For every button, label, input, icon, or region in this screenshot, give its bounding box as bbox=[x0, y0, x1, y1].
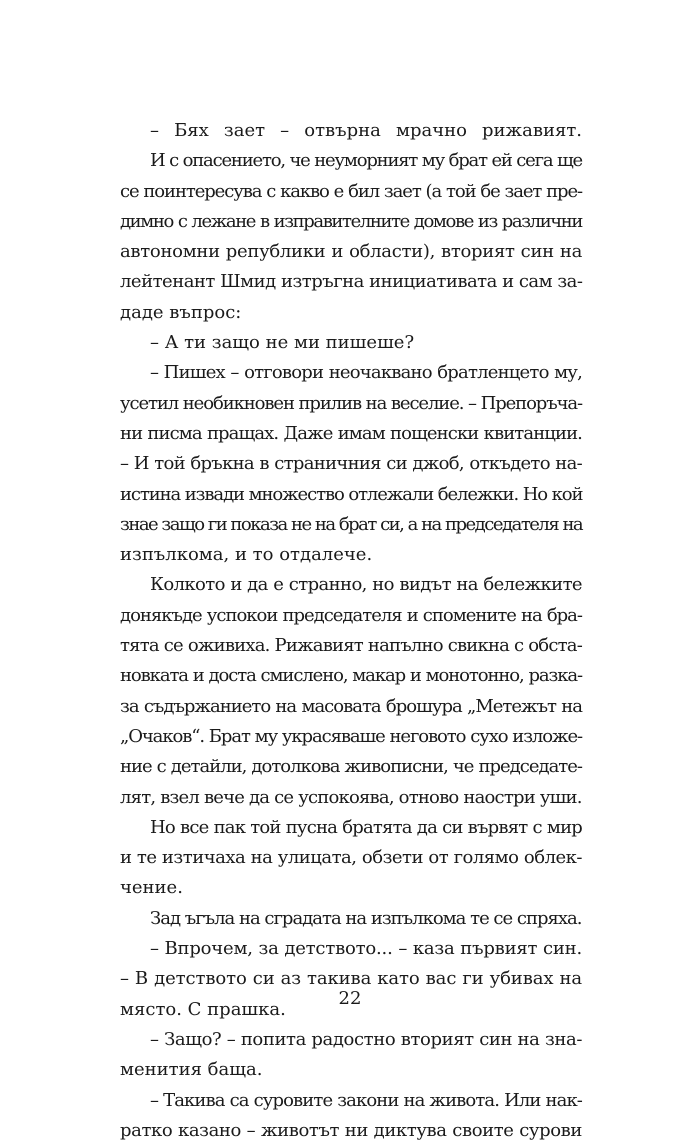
text-line: – Пишех – отговори неочаквано братленцето му, bbox=[150, 362, 582, 384]
text-line: Зад ъгъла на сградата на изпълкома те се спряха. bbox=[150, 907, 582, 929]
page-number: 22 bbox=[338, 988, 362, 1009]
text-line: автономни републики и области), вторият син на bbox=[120, 241, 582, 263]
text-line: истина извади множество отлежали бележки. Но кой bbox=[120, 483, 583, 505]
text-line: даде въпрос: bbox=[120, 301, 242, 323]
text-line: – И той бръкна в страничния си джоб, откъдето на- bbox=[120, 453, 582, 475]
text-line: – Защо? – попита радостно вторият син на зна- bbox=[150, 1028, 582, 1050]
text-line: Колкото и да е странно, но видът на бележките bbox=[150, 574, 582, 596]
text-line: – А ти защо не ми пишеше? bbox=[150, 332, 415, 354]
text-line: „Очаков“. Брат му украсяваше неговото сухо изложе- bbox=[120, 725, 582, 747]
text-line: усетил необикновен прилив на веселие. – Препоръча- bbox=[120, 392, 582, 414]
text-line: – Впрочем, за детството... – каза първият син. bbox=[150, 938, 582, 960]
text-line: ни писма пращах. Даже имам пощенски квитанции. bbox=[120, 422, 582, 444]
text-line: място. С прашка. bbox=[120, 998, 286, 1020]
text-line: изпълкома, и то отдалече. bbox=[120, 544, 373, 566]
text-line: И с опасението, че неуморният му брат ей сега ще bbox=[150, 150, 582, 172]
text-line: – Бях зает – отвърна мрачно рижавият. bbox=[150, 120, 582, 141]
text-line: лейтенант Шмид изтръгна инициативата и сам за- bbox=[120, 271, 583, 293]
text-line: новката и доста смислено, макар и монотонно, разка- bbox=[120, 665, 582, 687]
text-line: – В детството си аз такива като вас ги убивах на bbox=[120, 968, 582, 990]
text-line: ратко казано – животът ни диктува своите сурови bbox=[120, 1119, 582, 1141]
text-line: донякъде успокои председателя и спомените на бра- bbox=[120, 604, 582, 626]
text-line: тята се оживиха. Рижавият напълно свикна с обста- bbox=[120, 635, 582, 657]
text-line: Но все пак той пусна братята да си вървят с мир bbox=[150, 816, 582, 838]
text-line: – Такива са суровите закони на живота. Или нак- bbox=[150, 1089, 582, 1111]
text-line: и те изтичаха на улицата, обзети от голямо облек- bbox=[120, 847, 582, 869]
text-line: чение. bbox=[120, 877, 183, 899]
text-line: лят, взел вече да се успокоява, отново наостри уши. bbox=[120, 786, 582, 808]
text-line: знае защо ги показа не на брат си, а на председателя на bbox=[120, 513, 583, 535]
text-line: димно с лежане в изправителните домове из различни bbox=[120, 210, 582, 232]
text-line: се поинтересува с какво е бил зает (а той бе зает пре- bbox=[120, 180, 582, 202]
text-line: ние с детайли, дотолкова живописни, че председате- bbox=[120, 756, 582, 778]
text-line: менития баща. bbox=[120, 1059, 263, 1081]
text-line: за съдържанието на масовата брошура „Метежът на bbox=[120, 695, 582, 717]
